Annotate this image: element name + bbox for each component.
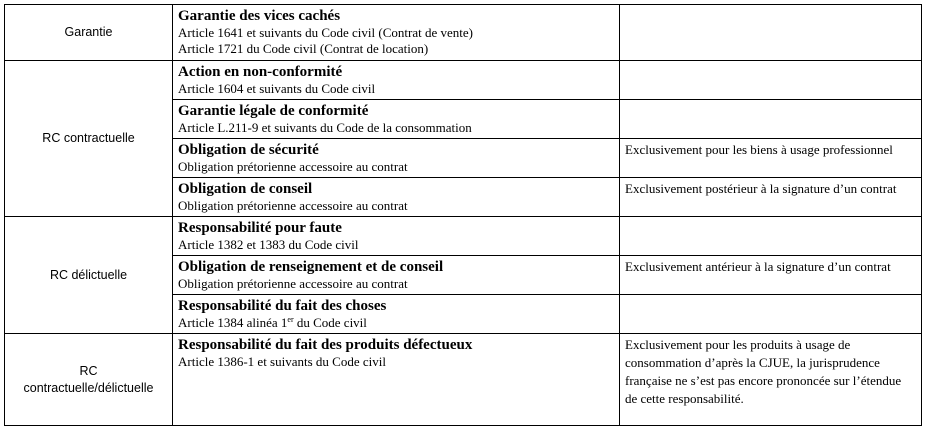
regime-reference: Article 1382 et 1383 du Code civil: [178, 237, 359, 252]
regime-title: Responsabilité du fait des choses: [178, 298, 387, 314]
note-cell: Exclusivement pour les produits à usage de consommation d’après la CJUE, la jurisprudence française ne s’est pas encore prononcée sur l’étendue de cette responsabilité.: [620, 334, 922, 426]
regime-cell: [173, 295, 620, 334]
note-cell: [620, 61, 922, 100]
category-cell: Garantie: [5, 5, 173, 61]
note-cell: Exclusivement postérieur à la signature d’un contrat: [620, 178, 922, 217]
regime-cell: [173, 217, 620, 256]
regime-title: Action en non-conformité: [178, 64, 343, 80]
regime-title: Obligation de renseignement et de conseil: [178, 259, 444, 275]
category-line: RC: [79, 363, 98, 378]
regime-reference: Article 1604 et suivants du Code civil: [178, 81, 376, 96]
regime-cell: [173, 61, 620, 100]
table-row: [5, 61, 922, 100]
regime-title: Garantie des vices cachés: [178, 8, 341, 24]
note-cell: [620, 5, 922, 61]
regime-cell: [173, 334, 620, 426]
regime-reference-text: Article 1384 alinéa 1: [178, 315, 288, 330]
regime-cell: [173, 5, 620, 61]
table-row: [5, 5, 922, 61]
regime-title: Responsabilité pour faute: [178, 220, 342, 236]
regime-reference: Article 1721 du Code civil (Contrat de location): [178, 41, 429, 56]
regime-title: Responsabilité du fait des produits défectueux: [178, 337, 473, 353]
category-cell: [5, 334, 173, 426]
note-cell: [620, 295, 922, 334]
note-cell: [620, 217, 922, 256]
category-cell: RC délictuelle: [5, 217, 173, 334]
regime-reference: Article L.211-9 et suivants du Code de la consommation: [178, 120, 472, 135]
regime-reference: [178, 315, 614, 331]
table-row: [5, 217, 922, 256]
regime-reference: Obligation prétorienne accessoire au contrat: [178, 198, 408, 213]
category-line: contractuelle/délictuelle: [23, 380, 154, 395]
regime-title: Obligation de sécurité: [178, 142, 319, 158]
regime-title: Obligation de conseil: [178, 181, 313, 197]
category-cell: RC contractuelle: [5, 61, 173, 217]
regime-cell: [173, 178, 620, 217]
regime-cell: [173, 256, 620, 295]
regime-reference: Article 1641 et suivants du Code civil (Contrat de vente): [178, 25, 473, 40]
note-cell: [620, 100, 922, 139]
table-row: [5, 334, 922, 426]
regime-reference: Obligation prétorienne accessoire au contrat: [178, 276, 408, 291]
regime-reference-tail: du Code civil: [293, 315, 367, 330]
liability-regimes-table: [4, 4, 922, 426]
regime-title: Garantie légale de conformité: [178, 103, 369, 119]
note-cell: Exclusivement antérieur à la signature d’un contrat: [620, 256, 922, 295]
regime-cell: [173, 100, 620, 139]
regime-reference: Obligation prétorienne accessoire au contrat: [178, 159, 408, 174]
ordinal-superscript: er: [287, 315, 294, 324]
regime-cell: [173, 139, 620, 178]
note-cell: Exclusivement pour les biens à usage professionnel: [620, 139, 922, 178]
regime-reference: Article 1386-1 et suivants du Code civil: [178, 354, 386, 369]
